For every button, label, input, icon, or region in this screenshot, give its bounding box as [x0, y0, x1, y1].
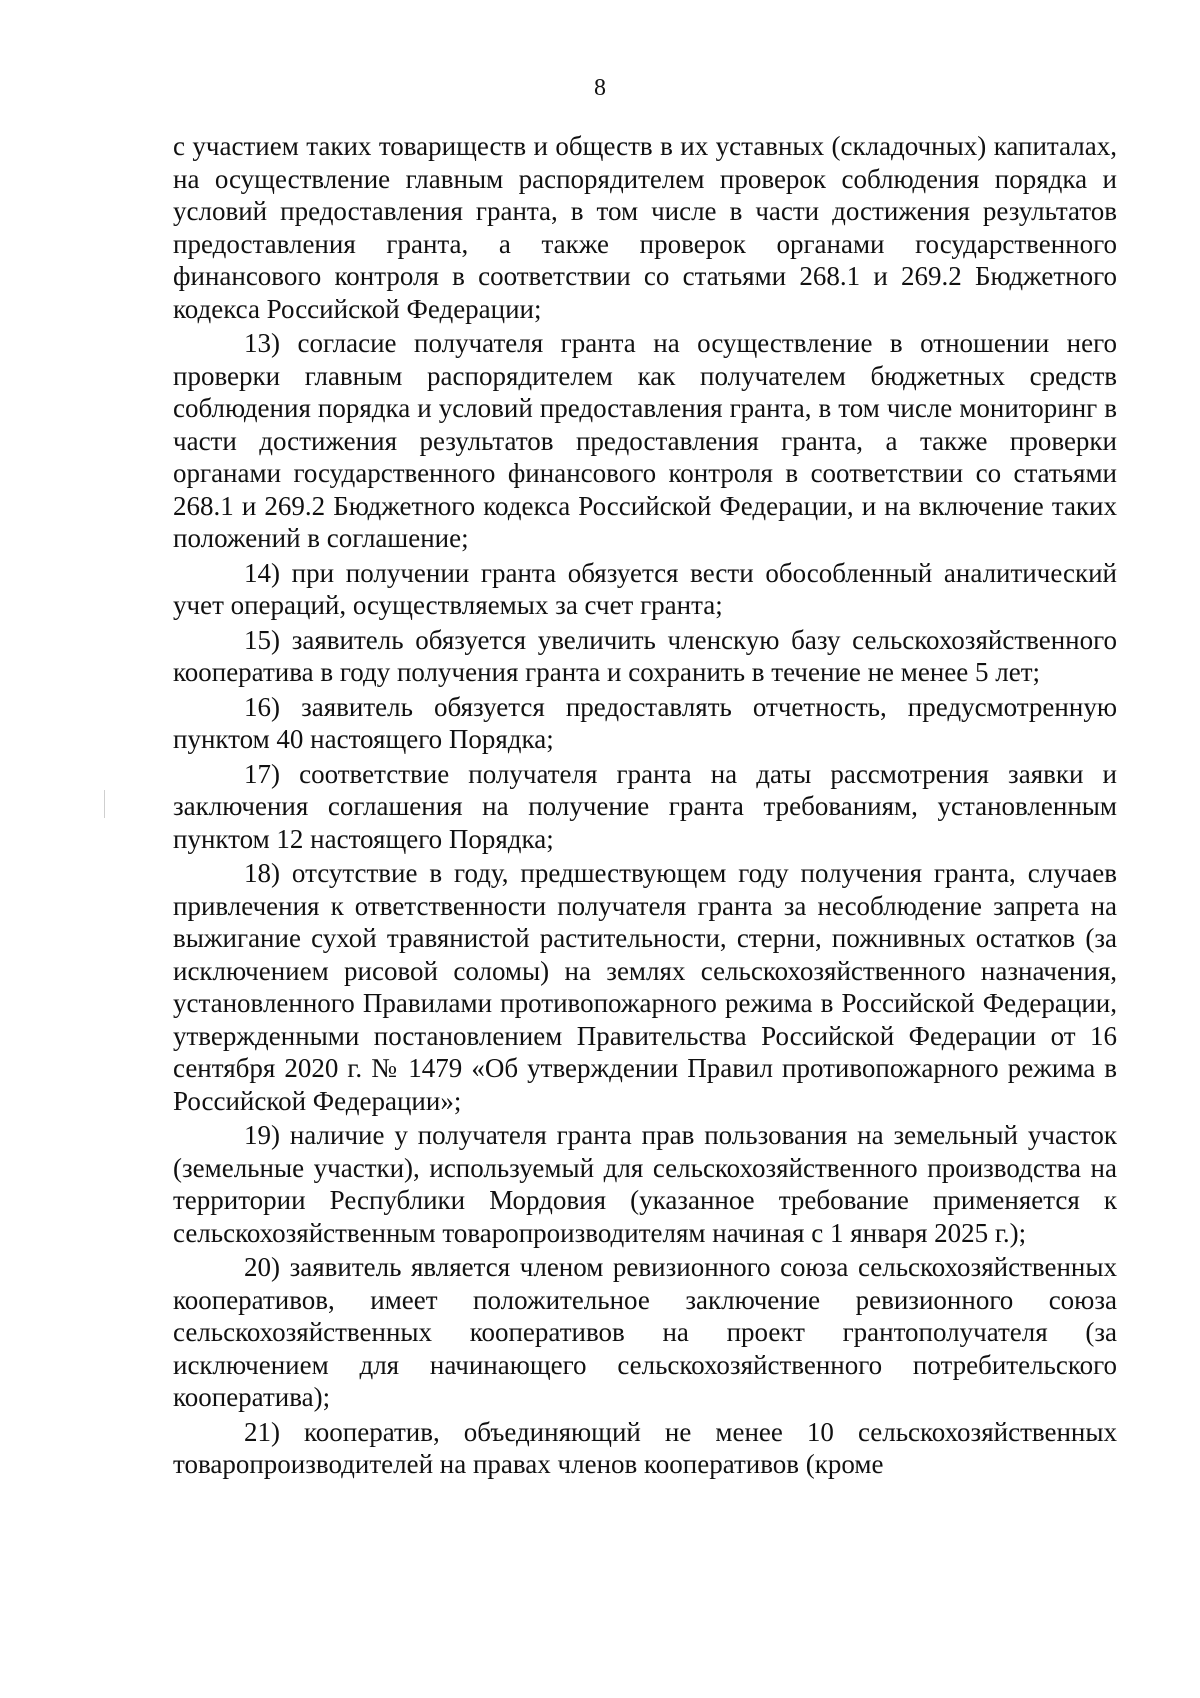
paragraph-item-20: 20) заявитель является членом ревизионного союза сельскохозяйственных кооперативов, имеет положительное заключение ревизионного союза сельскохозяйственных кооперативов на проект грантополучателя (за исключением для начинающего сельскохозяйственного потребительского кооператива);: [173, 1252, 1117, 1412]
paragraph-item-21: 21) кооператив, объединяющий не менее 10 сельскохозяйственных товаропроизводителей на правах членов кооперативов (кроме: [173, 1416, 1117, 1479]
paragraph-item-14: 14) при получении гранта обязуется вести обособленный аналитический учет операций, осуществляемых за счет гранта;: [173, 557, 1117, 620]
paragraph-item-19: 19) наличие у получателя гранта прав пользования на земельный участок (земельные участки), используемый для сельскохозяйственного производства на территории Республики Мордовия (указанное требование применяется к сельскохозяйственным товаропроизводителям начиная с 1 января 2025 г.);: [173, 1120, 1117, 1248]
paragraph-item-16: 16) заявитель обязуется предоставлять отчетность, предусмотренную пунктом 40 настоящего Порядка;: [173, 691, 1117, 754]
paragraph-item-15: 15) заявитель обязуется увеличить членскую базу сельскохозяйственного кооператива в году получения гранта и сохранить в течение не менее 5 лет;: [173, 624, 1117, 687]
page-number: 8: [594, 75, 606, 101]
paragraph-continuation: с участием таких товариществ и обществ в их уставных (складочных) капиталах, на осуществление главным распорядителем проверок соблюдения порядка и условий предоставления гранта, в том числе в части достижения результатов предоставления гранта, а также проверок органами государственного финансового контроля в соответствии со статьями 268.1 и 269.2 Бюджетного кодекса Российской Федерации;: [173, 131, 1117, 324]
scan-artifact: [104, 790, 105, 818]
paragraph-item-18: 18) отсутствие в году, предшествующем году получения гранта, случаев привлечения к ответственности получателя гранта за несоблюдение запрета на выжигание сухой травянистой растительности, стерни, пожнивных остатков (за исключением рисовой соломы) на землях сельскохозяйственного назначения, установленного Правилами противопожарного режима в Российской Федерации, утвержденными постановлением Правительства Российской Федерации от 16 сентября 2020 г. № 1479 «Об утверждении Правил противопожарного режима в Российской Федерации»;: [173, 858, 1117, 1116]
paragraph-item-17: 17) соответствие получателя гранта на даты рассмотрения заявки и заключения соглашения на получение гранта требованиям, установленным пунктом 12 настоящего Порядка;: [173, 758, 1117, 854]
document-body: [173, 130, 1117, 1483]
paragraph-item-13: 13) согласие получателя гранта на осуществление в отношении него проверки главным распорядителем как получателем бюджетных средств соблюдения порядка и условий предоставления гранта, в том числе мониторинг в части достижения результатов предоставления гранта, а также проверки органами государственного финансового контроля в соответствии со статьями 268.1 и 269.2 Бюджетного кодекса Российской Федерации, и на включение таких положений в соглашение;: [173, 328, 1117, 553]
